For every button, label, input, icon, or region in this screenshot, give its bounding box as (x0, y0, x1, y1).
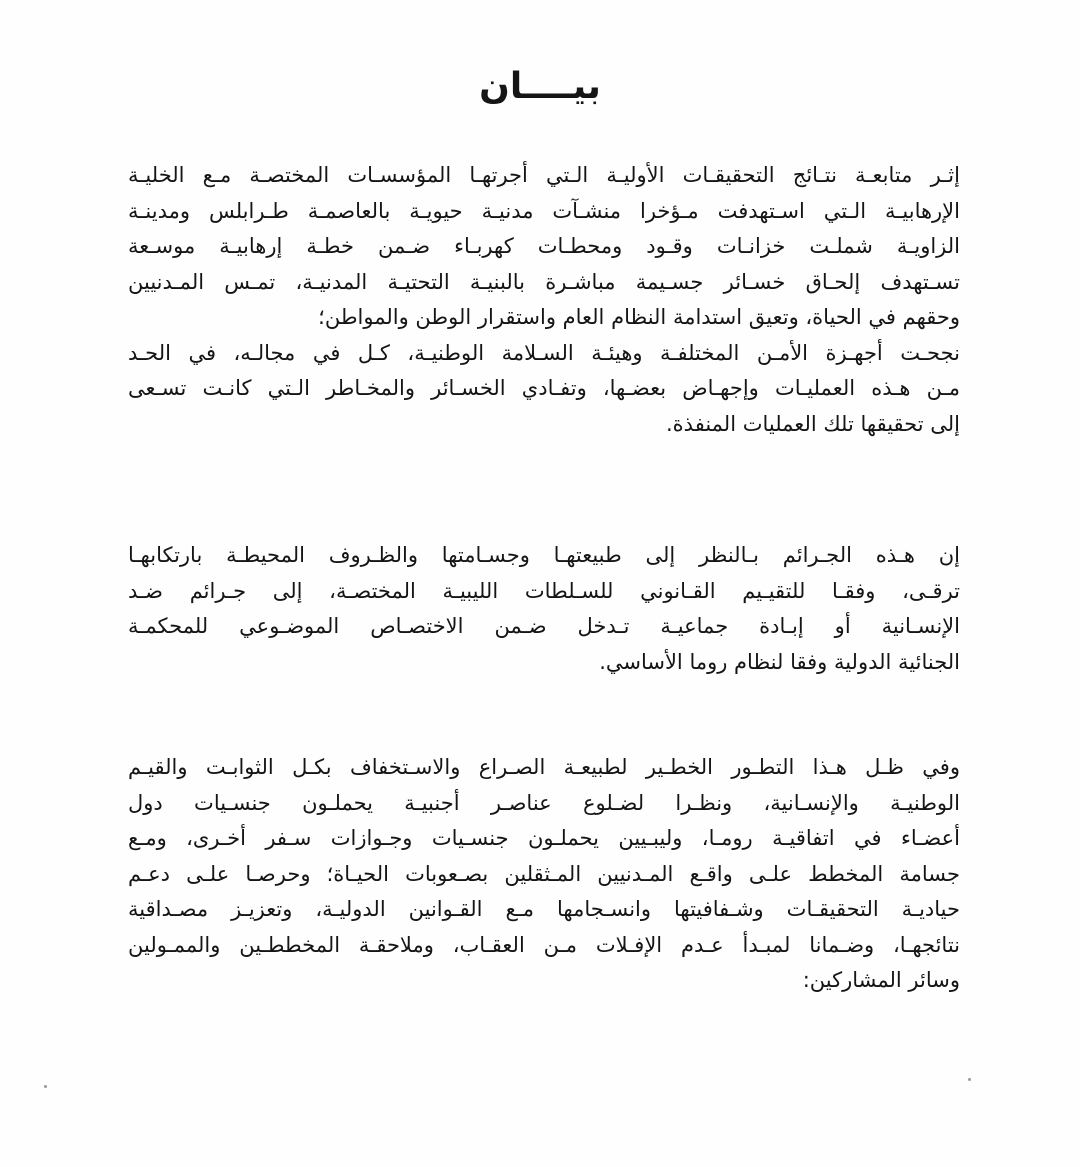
paragraph-line: وحقهم في الحياة، وتعيق استدامة النظام العام واستقرار الوطن والمواطن؛ (318, 305, 960, 329)
paragraph-2 (128, 538, 960, 680)
paragraph-line: تسـتهدف إلحـاق خسـائر جسـيمة مباشـرة بالبنيـة التحتيـة المدنيـة، تمـس المـدنيين (128, 269, 960, 294)
paragraph-line: وفي ظـل هـذا التطـور الخطـير لطبيعـة الصـراع والاسـتخفاف بكـل الثوابـت والقيـم (128, 755, 960, 779)
paragraph-1 (128, 158, 960, 442)
paragraph-line: حياديـة التحقيقـات وشـفافيتها وانسـجامها مـع القـوانين الدوليـة، وتعزيـز مصـداقية (128, 897, 960, 921)
document-title (0, 62, 1080, 112)
scan-speck (968, 1078, 971, 1081)
paragraph-line: إلى تحقيقها تلك العمليات المنفذة. (666, 411, 960, 436)
paragraph-line: إن هـذه الجـرائم بـالنظر إلى طبيعتهـا وجسـامتها والظـروف المحيطـة بارتكابهـا (128, 543, 960, 567)
paragraph-line: أعضـاء في اتفاقيـة رومـا، وليبـيين يحملـون جنسـيات وجـوازات سـفر أخـرى، ومـع (128, 826, 960, 850)
paragraph-line: وسائر المشاركين: (802, 968, 960, 992)
paragraph-line: جسامة المخطط علـى واقـع المـدنيين المـثقلين بصـعوبات الحيـاة؛ وحرصـا علـى دعـم (128, 861, 960, 886)
paragraph-line: إثـر متابعـة نتـائج التحقيقـات الأوليـة الـتي أجرتهـا المؤسسـات المختصـة مـع الخليـة (128, 163, 960, 187)
paragraph-line: الإرهابيـة الـتي اسـتهدفت مـؤخرا منشـآت مدنيـة حيويـة بالعاصمـة طـرابلس ومدينـة (128, 198, 960, 223)
paragraph-line: ترقـى، وفقـا للتقيـيم القـانوني للسـلطات الليبيـة المختصـة، إلى جـرائم ضـد (128, 578, 960, 603)
paragraph-3 (128, 750, 960, 999)
scan-speck (44, 1085, 47, 1088)
paragraph-line: الزاويـة شملـت خزانـات وقـود ومحطـات كهربـاء ضـمن خطـة إرهابيـة موسـعة (128, 234, 960, 258)
paragraph-line: الوطنيـة والإنسـانية، ونظـرا لضـلوع عناصـر أجنبيـة يحملـون جنسـيات دول (128, 790, 960, 815)
paragraph-line: نتائجهـا، وضـمانا لمبـدأ عـدم الإفـلات مـن العقـاب، وملاحقـة المخططـين والممـولين (128, 932, 960, 957)
paragraph-line: الإنسـانية أو إبـادة جماعيـة تـدخل ضـمن الاختصـاص الموضـوعي للمحكمـة (128, 614, 960, 638)
paragraph-line: مـن هـذه العمليـات وإجهـاض بعضـها، وتفـادي الخسـائر والمخـاطر الـتي كانـت تسـعى (128, 376, 960, 400)
document-title-text: بيــــان (479, 66, 601, 107)
paragraph-line: الجنائية الدولية وفقا لنظام روما الأساسي. (599, 649, 960, 674)
paragraph-line: نجحـت أجهـزة الأمـن المختلفـة وهيئـة السـلامة الوطنيـة، كـل في مجالـه، في الحـد (128, 340, 960, 365)
